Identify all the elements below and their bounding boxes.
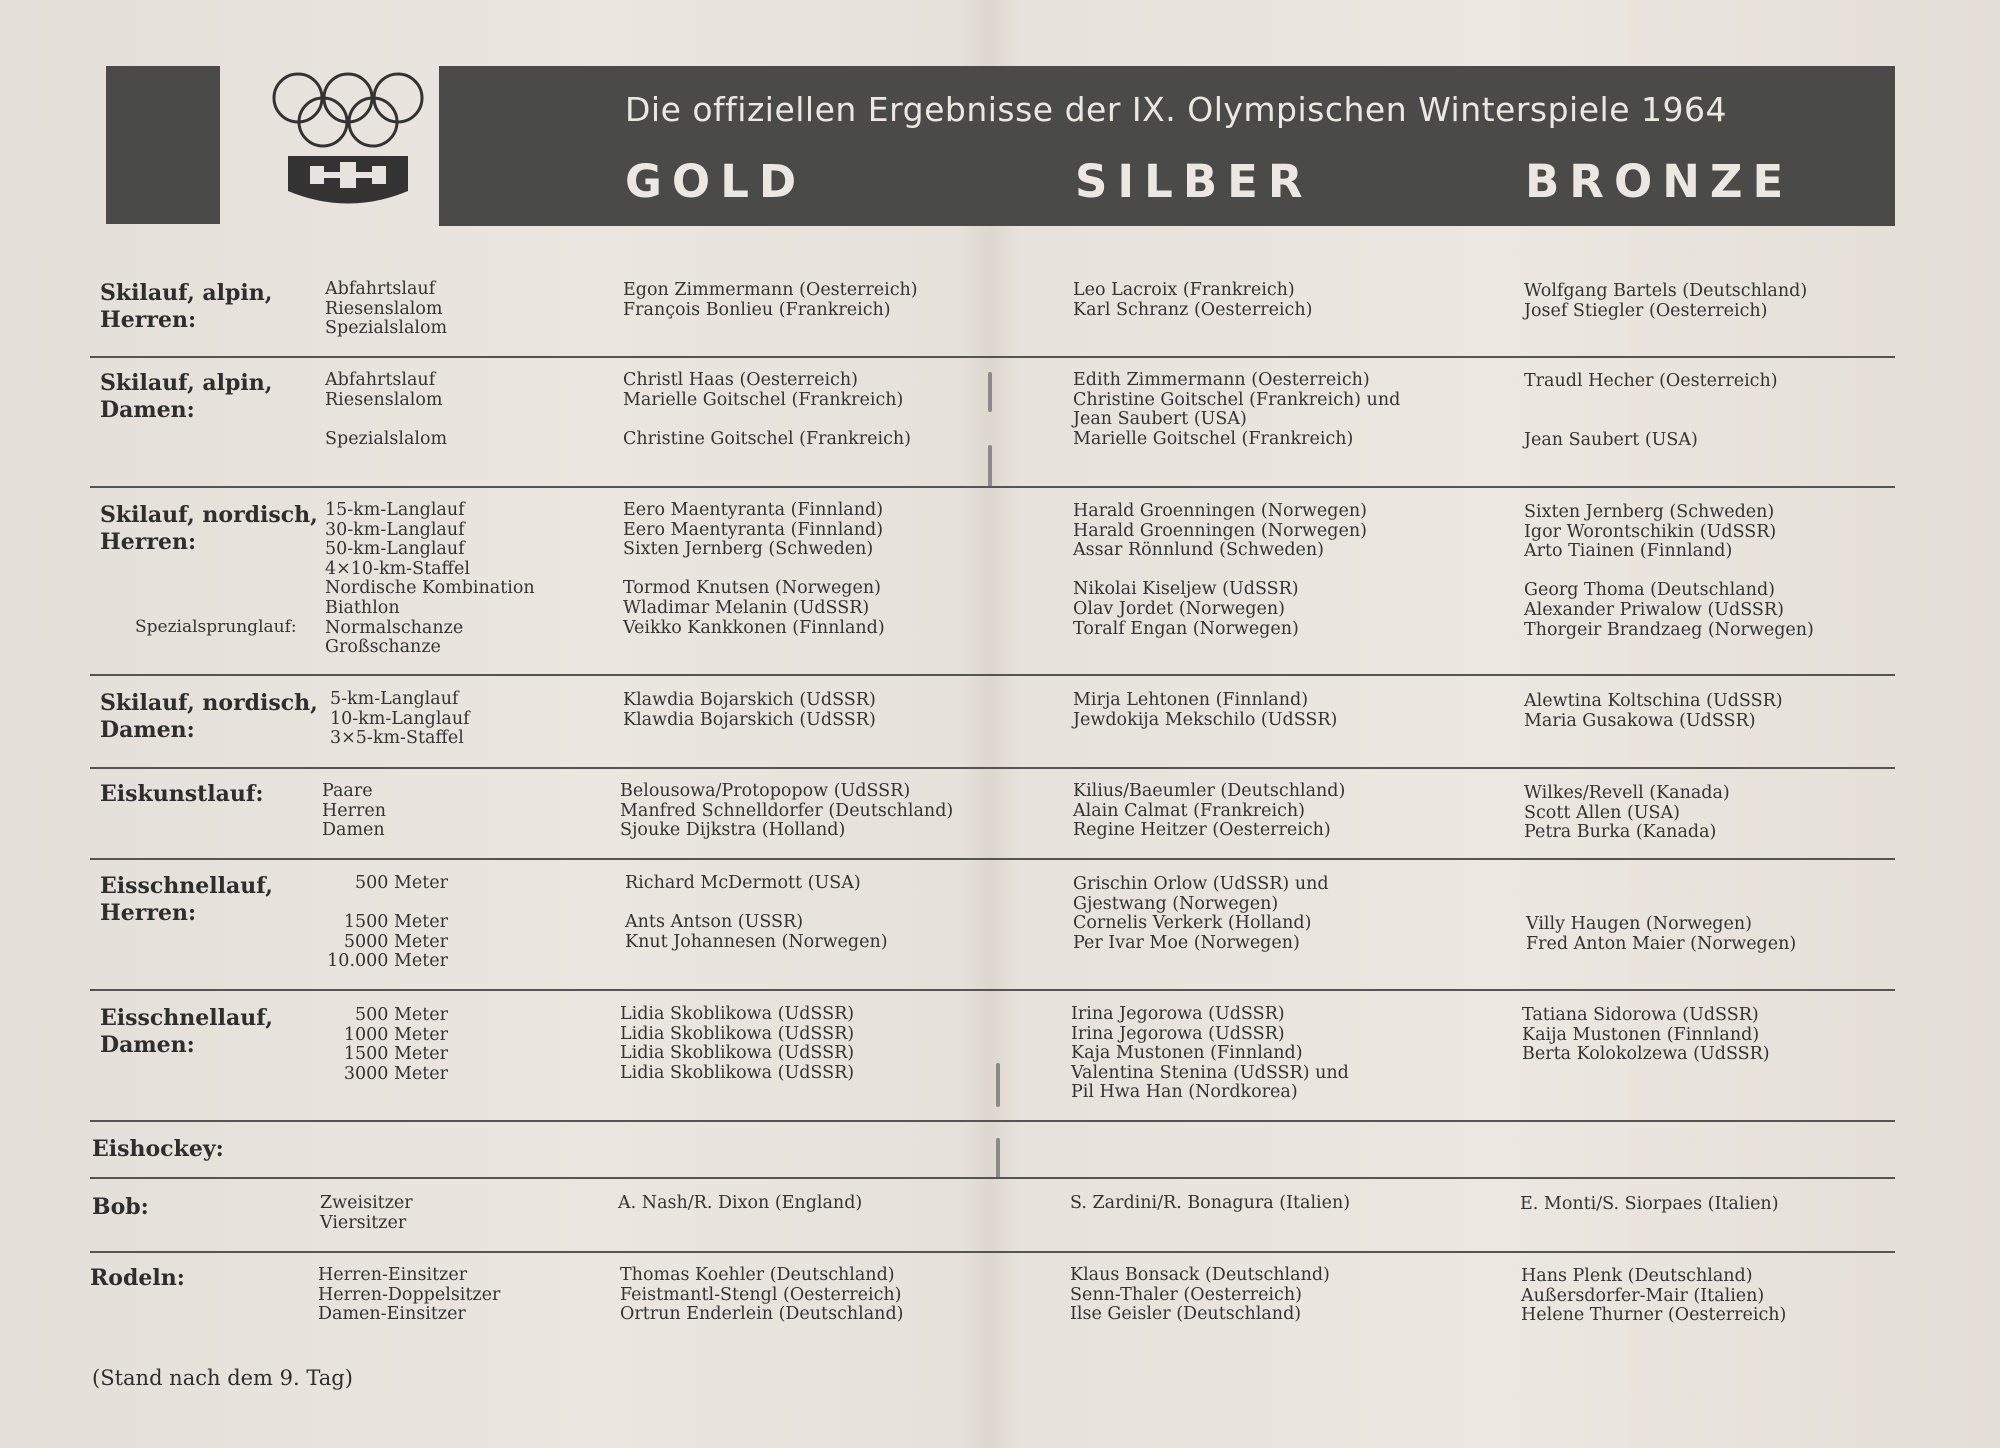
- event-list: Zweisitzer Viersitzer: [320, 1193, 413, 1233]
- gold-list: Thomas Koehler (Deutschland) Feistmantl-Stengl (Oesterreich) Ortrun Enderlein (Deutschland): [620, 1265, 904, 1325]
- event-list: Abfahrtslauf Riesenslalom Spezialslalom: [325, 370, 448, 449]
- bronze-list: Alewtina Koltschina (UdSSR) Maria Gusakowa (UdSSR): [1524, 691, 1783, 731]
- gold-column-heading: GOLD: [625, 155, 807, 208]
- silver-list: Edith Zimmermann (Oesterreich) Christine Goitschel (Frankreich) und Jean Saubert (USA) Marielle Goitschel (Frankreich): [1073, 370, 1401, 449]
- staple: [988, 372, 992, 412]
- silver-list: Harald Groenningen (Norwegen) Harald Groenningen (Norwegen) Assar Rönnlund (Schweden) Nikolai Kiseljew (UdSSR) Olav Jordet (Norwegen) Toralf Engan (Norwegen): [1073, 501, 1367, 639]
- category-label: Eiskunstlauf:: [100, 781, 264, 807]
- divider: [90, 767, 1895, 769]
- divider: [90, 1251, 1895, 1253]
- category-label: Eisschnellauf, Herren:: [100, 873, 273, 926]
- category-label: Skilauf, alpin, Herren:: [100, 280, 273, 333]
- staple: [996, 1138, 1000, 1178]
- bronze-list: Wilkes/Revell (Kanada) Scott Allen (USA) Petra Burka (Kanada): [1524, 783, 1730, 843]
- silver-column-heading: SILBER: [1075, 155, 1313, 208]
- gold-list: Richard McDermott (USA) Ants Antson (USSR) Knut Johannesen (Norwegen): [625, 873, 888, 952]
- category-label: Eishockey:: [92, 1136, 224, 1162]
- gold-list: Eero Maentyranta (Finnland) Eero Maentyranta (Finnland) Sixten Jernberg (Schweden) Tormod Knutsen (Norwegen) Wladimar Melanin (UdSSR) Veikko Kankkonen (Finnland): [623, 500, 885, 638]
- innsbruck-1964-olympic-logo: [258, 56, 438, 236]
- category-label: Rodeln:: [90, 1265, 185, 1291]
- staple: [988, 445, 992, 487]
- divider: [90, 1177, 1895, 1179]
- gold-list: Belousowa/Protopopow (UdSSR) Manfred Schnelldorfer (Deutschland) Sjouke Dijkstra (Holland): [620, 781, 954, 841]
- gold-list: Christl Haas (Oesterreich) Marielle Goitschel (Frankreich) Christine Goitschel (Frankreich): [623, 370, 911, 449]
- event-list: Abfahrtslauf Riesenslalom Spezialslalom: [325, 279, 448, 339]
- bronze-list: Tatiana Sidorowa (UdSSR) Kaija Mustonen (Finnland) Berta Kolokolzewa (UdSSR): [1522, 1005, 1770, 1065]
- divider: [90, 989, 1895, 991]
- bronze-list: Traudl Hecher (Oesterreich) Jean Saubert (USA): [1524, 371, 1778, 450]
- silver-list: Mirja Lehtonen (Finnland) Jewdokija Mekschilo (UdSSR): [1073, 690, 1338, 730]
- gold-list: Klawdia Bojarskich (UdSSR) Klawdia Bojarskich (UdSSR): [623, 690, 876, 730]
- silver-list: Kilius/Baeumler (Deutschland) Alain Calmat (Frankreich) Regine Heitzer (Oesterreich): [1073, 781, 1346, 841]
- gold-list: Egon Zimmermann (Oesterreich) François Bonlieu (Frankreich): [623, 280, 918, 320]
- bronze-list: Villy Haugen (Norwegen) Fred Anton Maier (Norwegen): [1526, 914, 1797, 954]
- header-bar-left: [106, 66, 220, 224]
- silver-list: S. Zardini/R. Bonagura (Italien): [1070, 1193, 1351, 1213]
- gold-list: A. Nash/R. Dixon (England): [618, 1193, 863, 1213]
- category-label: Skilauf, nordisch, Damen:: [100, 690, 318, 743]
- divider: [90, 486, 1895, 488]
- header-title: Die offiziellen Ergebnisse der IX. Olympischen Winterspiele 1964: [625, 90, 1727, 129]
- gold-list: Lidia Skoblikowa (UdSSR) Lidia Skoblikowa (UdSSR) Lidia Skoblikowa (UdSSR) Lidia Skoblikowa (UdSSR): [620, 1004, 855, 1083]
- silver-list: Leo Lacroix (Frankreich) Karl Schranz (Oesterreich): [1073, 280, 1313, 320]
- silver-list: Grischin Orlow (UdSSR) und Gjestwang (Norwegen) Cornelis Verkerk (Holland) Per Ivar Moe (Norwegen): [1073, 874, 1329, 953]
- staple: [996, 1063, 1000, 1107]
- bronze-list: Hans Plenk (Deutschland) Außersdorfer-Mair (Italien) Helene Thurner (Oesterreich): [1521, 1266, 1787, 1326]
- event-list: 5-km-Langlauf 10-km-Langlauf 3×5-km-Staffel: [330, 689, 470, 749]
- silver-list: Klaus Bonsack (Deutschland) Senn-Thaler (Oesterreich) Ilse Geisler (Deutschland): [1070, 1265, 1330, 1325]
- event-list: 500 Meter 1500 Meter 5000 Meter 10.000 Meter: [327, 873, 448, 972]
- bronze-list: Wolfgang Bartels (Deutschland) Josef Stiegler (Oesterreich): [1524, 281, 1808, 321]
- bronze-list: E. Monti/S. Siorpaes (Italien): [1520, 1194, 1779, 1214]
- category-label: Bob:: [92, 1194, 149, 1220]
- event-list: 15-km-Langlauf 30-km-Langlauf 50-km-Langlauf 4×10-km-Staffel Nordische Kombination Biathlon Normalschanze Großschanze: [325, 500, 535, 658]
- divider: [90, 1120, 1895, 1122]
- bronze-list: Sixten Jernberg (Schweden) Igor Worontschikin (UdSSR) Arto Tiainen (Finnland) Georg Thoma (Deutschland) Alexander Priwalow (UdSSR) Thorgeir Brandzaeg (Norwegen): [1524, 502, 1814, 640]
- silver-list: Irina Jegorowa (UdSSR) Irina Jegorowa (UdSSR) Kaja Mustonen (Finnland) Valentina Stenina (UdSSR) und Pil Hwa Han (Nordkorea): [1071, 1004, 1349, 1103]
- event-list: Herren-Einsitzer Herren-Doppelsitzer Damen-Einsitzer: [318, 1265, 501, 1325]
- event-list: 500 Meter 1000 Meter 1500 Meter 3000 Meter: [343, 1005, 448, 1084]
- category-label: Skilauf, alpin, Damen:: [100, 370, 273, 423]
- divider: [90, 674, 1895, 676]
- divider: [90, 858, 1895, 860]
- subcategory-label: Spezialsprunglauf:: [135, 617, 297, 637]
- footer-note: (Stand nach dem 9. Tag): [92, 1366, 353, 1390]
- divider: [90, 356, 1895, 358]
- category-label: Skilauf, nordisch, Herren:: [100, 502, 318, 555]
- category-label: Eisschnellauf, Damen:: [100, 1005, 273, 1058]
- event-list: Paare Herren Damen: [322, 781, 386, 841]
- bronze-column-heading: BRONZE: [1525, 155, 1794, 208]
